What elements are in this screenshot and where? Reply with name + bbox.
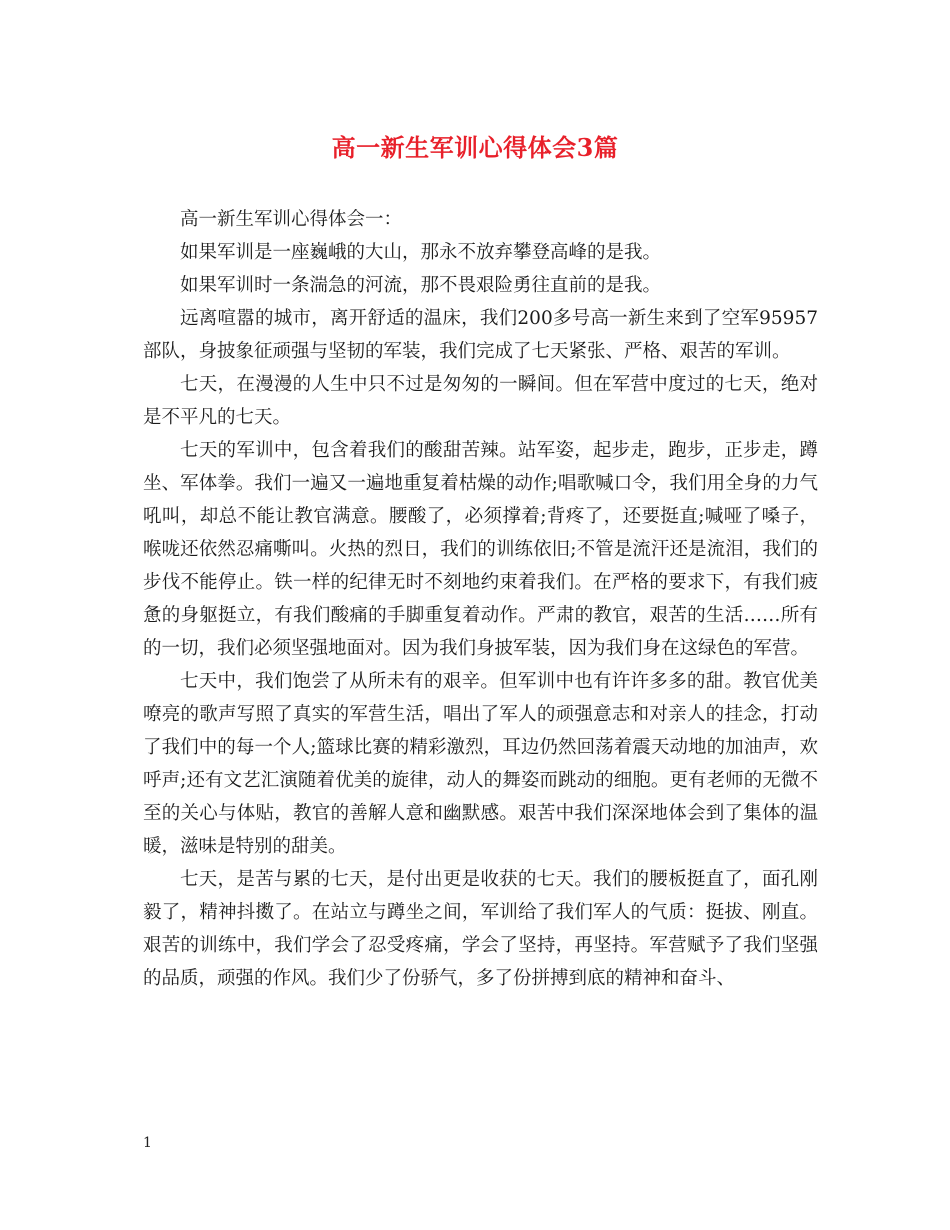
document-body bbox=[143, 203, 818, 995]
paragraph: 七天，是苦与累的七天，是付出更是收获的七天。我们的腰板挺直了，面孔刚毅了，精神抖擞了。在站立与蹲坐之间，军训给了我们军人的气质：挺拔、刚直。艰苦的训练中，我们学会了忍受疼痛，学会了坚持，再坚持。军营赋予了我们坚强的品质，顽强的作风。我们少了份骄气，多了份拼搏到底的精神和奋斗、 bbox=[143, 869, 818, 989]
paragraph: 远离喧嚣的城市，离开舒适的温床，我们200多号高一新生来到了空军95957部队，身披象征顽强与坚韧的军装，我们完成了七天紧张、严格、艰苦的军训。 bbox=[143, 308, 818, 362]
paragraph: 七天中，我们饱尝了从所未有的艰辛。但军训中也有许许多多的甜。教官优美嘹亮的歌声写照了真实的军营生活，唱出了军人的顽强意志和对亲人的挂念，打动了我们中的每一个人;篮球比赛的精彩激烈，耳边仍然回荡着震天动地的加油声，欢呼声;还有文艺汇演随着优美的旋律，动人的舞姿而跳动的细胞。更有老师的无微不至的关心与体贴，教官的善解人意和幽默感。艰苦中我们深深地体会到了集体的温暖，滋味是特别的甜美。 bbox=[143, 671, 818, 857]
paragraph: 如果军训是一座巍峨的大山，那永不放弃攀登高峰的是我。 bbox=[180, 242, 662, 263]
paragraph: 高一新生军训心得体会一： bbox=[180, 209, 403, 230]
paragraph: 七天的军训中，包含着我们的酸甜苦辣。站军姿，起步走，跑步，正步走，蹲坐、军体拳。我们一遍又一遍地重复着枯燥的动作;唱歌喊口令，我们用全身的力气吼叫，却总不能让教官满意。腰酸了，必须撑着;背疼了，还要挺直;喊哑了嗓子，喉咙还依然忍痛嘶叫。火热的烈日，我们的训练依旧;不管是流汗还是流泪，我们的步伐不能停止。铁一样的纪律无时不刻地约束着我们。在严格的要求下，有我们疲惫的身躯挺立，有我们酸痛的手脚重复着动作。严肃的教官，艰苦的生活……所有的一切，我们必须坚强地面对。因为我们身披军装，因为我们身在这绿色的军营。 bbox=[143, 440, 818, 659]
page-number: 1 bbox=[143, 1135, 152, 1151]
document-title: 高一新生军训心得体会3篇 bbox=[331, 133, 619, 162]
paragraph: 如果军训时一条湍急的河流，那不畏艰险勇往直前的是我。 bbox=[180, 275, 662, 296]
paragraph: 七天，在漫漫的人生中只不过是匆匆的一瞬间。但在军营中度过的七天，绝对是不平凡的七天。 bbox=[143, 374, 818, 428]
